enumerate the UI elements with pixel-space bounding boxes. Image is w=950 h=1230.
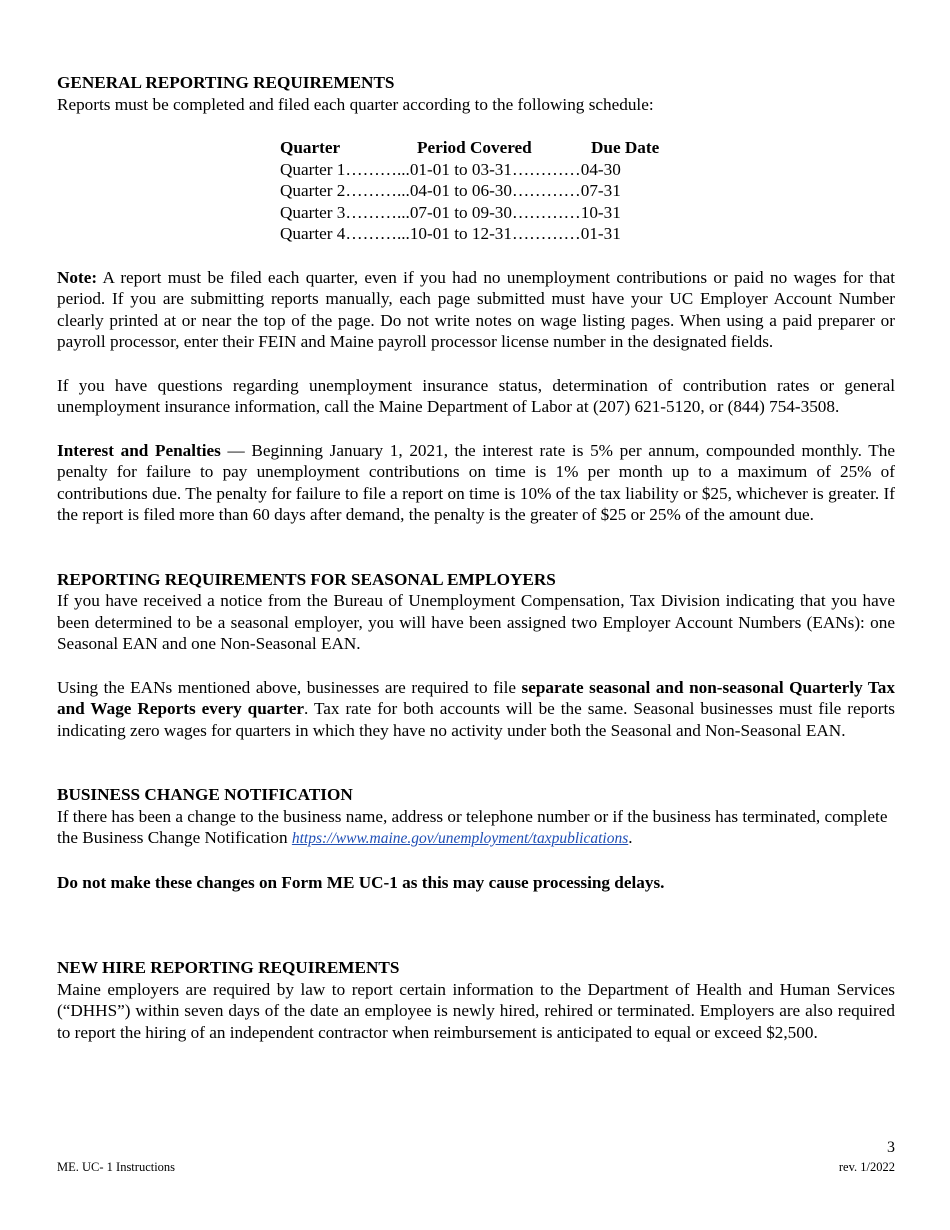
interest-text: — Beginning January 1, 2021, the interest rate is 5% per annum, compounded monthly. The penalty for failure to pay unemployment contributions on time is 1% per month up to a maximum of 25% of contributions due. The penalty for failure to file a report on time is 10% of the tax liability or $25, whichever is greater. If the report is filed more than 60 days after demand, the penalty is the greater of $25 or 25% of the amount due. bbox=[57, 440, 895, 524]
seasonal-heading: REPORTING REQUIREMENTS FOR SEASONAL EMPLOYERS bbox=[57, 569, 556, 589]
note-text: A report must be filed each quarter, even if you had no unemployment contributions or paid no wages for that period. If you are submitting reports manually, each page submitted must have your UC Employer Account Number clearly printed at or near the top of the page. Do not write notes on wage listing pages. When using a paid preparer or payroll processor, enter their FEIN and Maine payroll processor license number in the designated fields. bbox=[57, 267, 895, 351]
document-page bbox=[57, 72, 895, 1043]
general-reporting-heading: GENERAL REPORTING REQUIREMENTS bbox=[57, 73, 395, 92]
business-change-heading: BUSINESS CHANGE NOTIFICATION bbox=[57, 785, 353, 804]
interest-label: Interest and Penalties bbox=[57, 440, 221, 460]
schedule-table bbox=[280, 137, 895, 245]
header-quarter: Quarter bbox=[280, 138, 341, 157]
schedule-row: Quarter 3………...07-01 to 09-30…………10-31 bbox=[280, 202, 621, 222]
schedule-row: Quarter 4………...10-01 to 12-31…………01-31 bbox=[280, 224, 621, 243]
seasonal-paragraph-1: If you have received a notice from the Bureau of Unemployment Compensation, Tax Division indicating that you have been determined to be a seasonal employer, you will have been assigned two Employer Account Numbers (EANs): one Seasonal EAN and one Non-Seasonal EAN. bbox=[57, 591, 895, 653]
interest-penalties-paragraph bbox=[57, 440, 895, 526]
business-change-paragraph bbox=[57, 806, 895, 850]
header-period-covered: Period Covered bbox=[417, 138, 532, 157]
footer-revision: rev. 1/2022 bbox=[838, 1160, 895, 1174]
new-hire-heading: NEW HIRE REPORTING REQUIREMENTS bbox=[57, 958, 400, 977]
general-intro: Reports must be completed and filed each quarter according to the following schedule: bbox=[57, 94, 654, 114]
seasonal-para2-start: Using the EANs mentioned above, businesses are required to file bbox=[57, 677, 522, 697]
seasonal-para2-end: . Tax rate for both accounts will be the same. Seasonal businesses must file reports indicating zero wages for quarters in which they have no activity under both the Seasonal and Non-Seasonal EAN. bbox=[57, 699, 895, 740]
business-change-text-end: . bbox=[628, 828, 633, 847]
page-number: 3 bbox=[887, 1139, 895, 1156]
header-due-date: Due Date bbox=[591, 138, 660, 157]
note-paragraph bbox=[57, 267, 895, 353]
schedule-header-row bbox=[280, 137, 895, 159]
schedule-row: Quarter 1………...01-01 to 03-31…………04-30 bbox=[280, 159, 621, 179]
taxpublications-link[interactable]: https://www.maine.gov/unemployment/taxpublications bbox=[291, 830, 629, 847]
questions-paragraph: If you have questions regarding unemployment insurance status, determination of contribution rates or general unemployment insurance information, call the Maine Department of Labor at (207) 621-5120, or (844) 754-3508. bbox=[57, 375, 895, 416]
new-hire-paragraph: Maine employers are required by law to report certain information to the Department of Health and Human Services (“DHHS”) within seven days of the date an employee is newly hired, rehired or terminated. Employers are also required to report the hiring of an independent contractor when reimbursement is anticipated to equal or exceed $2,500. bbox=[57, 979, 895, 1042]
seasonal-para2-bold: separate seasonal and non-seasonal Quarterly Tax and Wage Reports every quarter bbox=[57, 677, 895, 718]
seasonal-paragraph-2 bbox=[57, 677, 895, 742]
note-label: Note: bbox=[57, 267, 98, 287]
schedule-row: Quarter 2………...04-01 to 06-30…………07-31 bbox=[280, 181, 621, 200]
footer-form-name: ME. UC- 1 Instructions bbox=[57, 1160, 176, 1174]
business-change-warning: Do not make these changes on Form ME UC-1 as this may cause processing delays. bbox=[57, 872, 665, 892]
business-change-text: If there has been a change to the business name, address or telephone number or if the business has terminated, complete the Business Change Notification bbox=[57, 806, 888, 847]
